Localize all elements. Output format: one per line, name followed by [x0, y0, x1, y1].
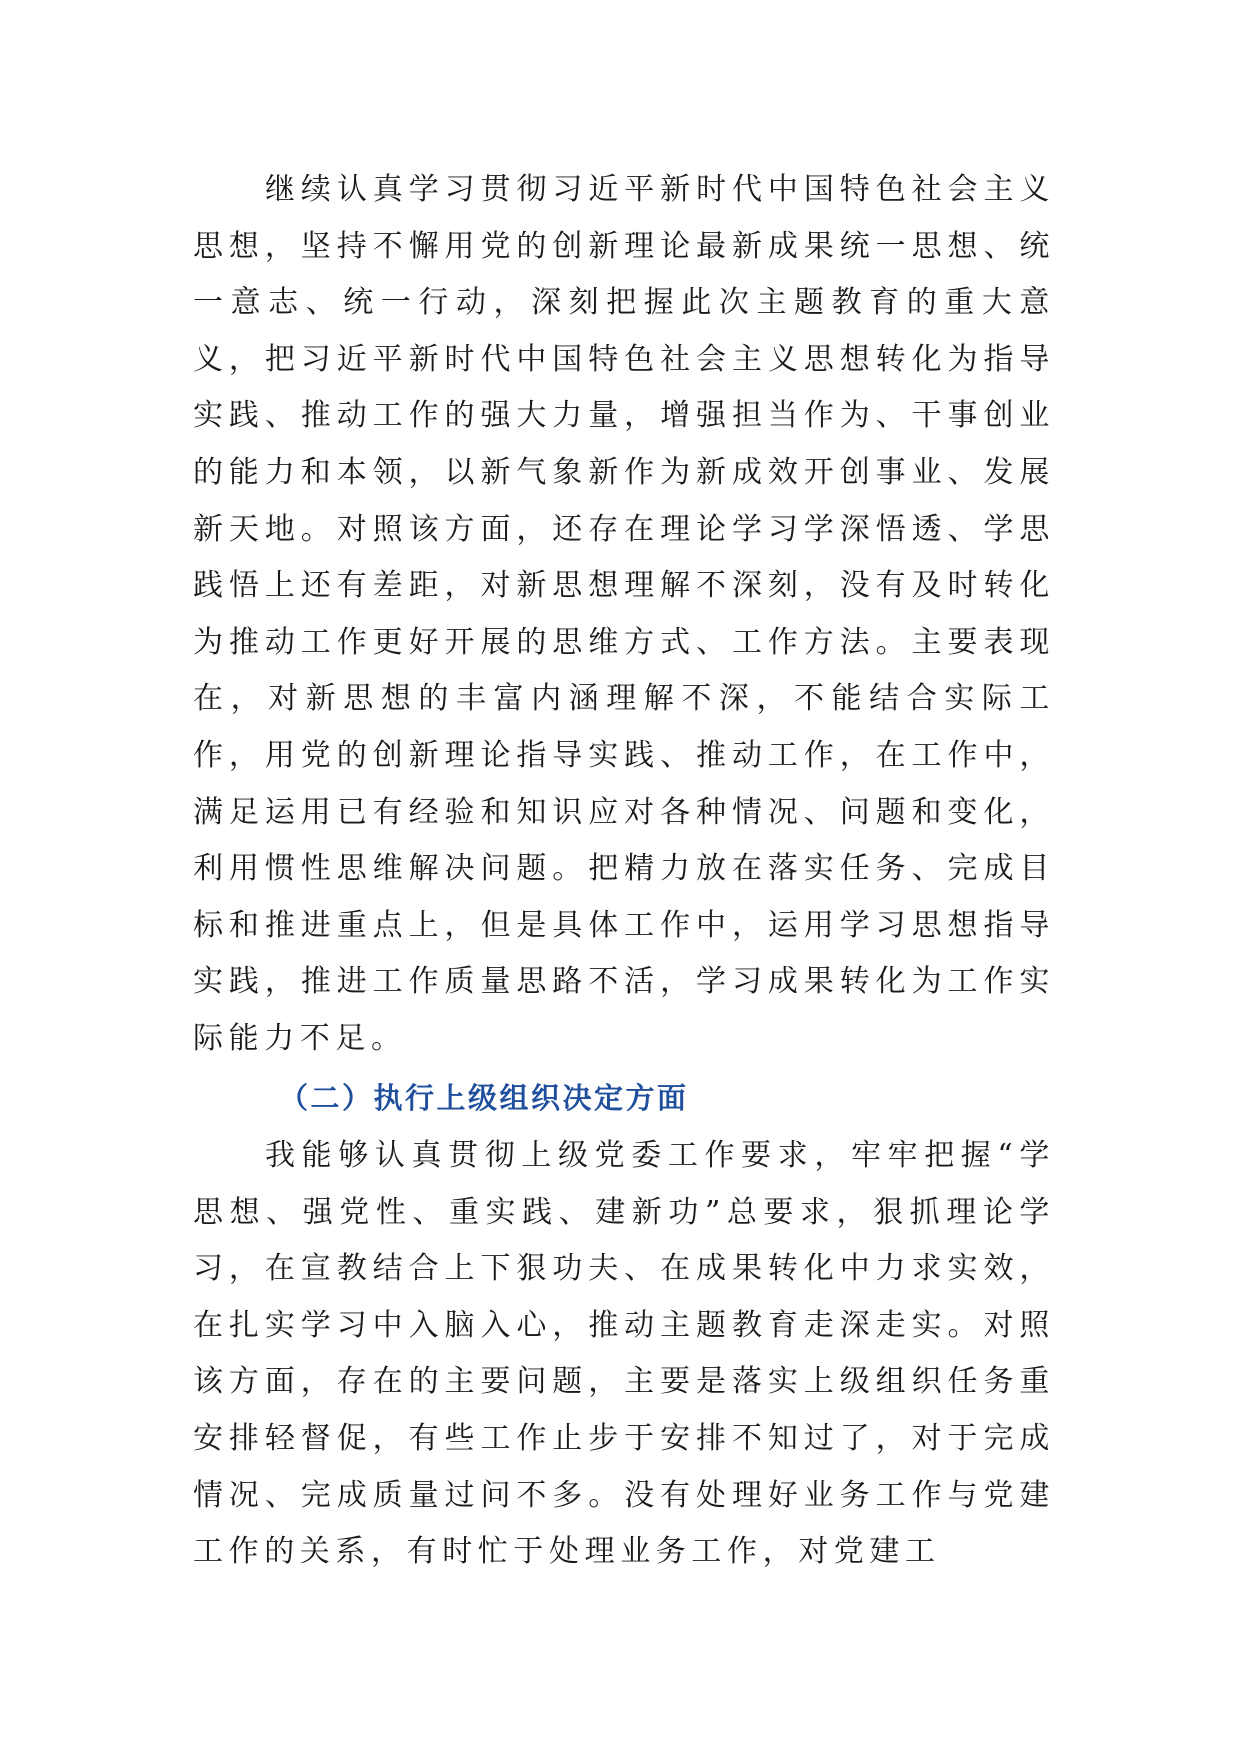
paragraph-theory-study: 继续认真学习贯彻习近平新时代中国特色社会主义思想，坚持不懈用党的创新理论最新成果统一思想、统一意志、统一行动，深刻把握此次主题教育的重大意义，把习近平新时代中国特色社会主义思想转化为指导实践、推动工作的强大力量，增强担当作为、干事创业的能力和本领，以新气象新作为新成效开创事业、发展新天地。对照该方面，还存在理论学习学深悟透、学思践悟上还有差距，对新思想理解不深刻，没有及时转化为推动工作更好开展的思维方式、工作方法。主要表现在，对新思想的丰富内涵理解不深，不能结合实际工作，用党的创新理论指导实践、推动工作，在工作中，满足运用已有经验和知识应对各种情况、问题和变化，利用惯性思维解决问题。把精力放在落实任务、完成目标和推进重点上，但是具体工作中，运用学习思想指导实践，推进工作质量思路不活，学习成果转化为工作实际能力不足。: [193, 172, 1055, 1056]
document-body: [193, 162, 1055, 1581]
paragraph-execute-decisions: 我能够认真贯彻上级党委工作要求，牢牢把握“学思想、强党性、重实践、建新功”总要求，狠抓理论学习，在宣教结合上下狠功夫、在成果转化中力求实效，在扎实学习中入脑入心，推动主题教育走深走实。对照该方面，存在的主要问题，主要是落实上级组织任务重安排轻督促，有些工作止步于安排不知过了，对于完成情况、完成质量过问不多。没有处理好业务工作与党建工作的关系，有时忙于处理业务工作，对党建工: [193, 1138, 1055, 1570]
section-heading-execute-decisions: （二）执行上级组织决定方面: [279, 1080, 689, 1115]
